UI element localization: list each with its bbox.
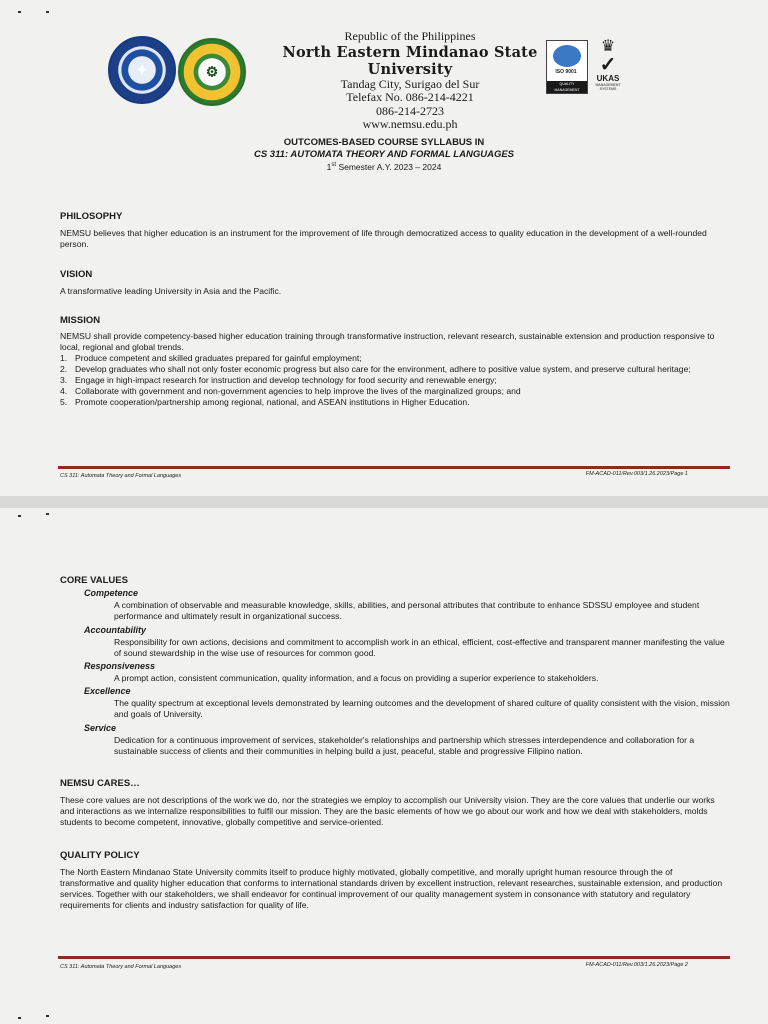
university-name: North Eastern Mindanao State University	[282, 43, 538, 78]
vision-heading: VISION	[60, 269, 93, 280]
college-seal-logo: ⚙	[178, 38, 246, 106]
list-item: 4. Collaborate with government and non-government agencies to help improve the lives of the marginalized groups; and	[60, 386, 521, 396]
core-value-term: Competence	[84, 588, 139, 598]
website-link[interactable]: www.nemsu.edu.ph	[362, 117, 458, 131]
crown-icon: ♛	[600, 38, 616, 55]
scan-mark	[46, 11, 49, 13]
core-value-term: Excellence	[84, 686, 131, 696]
nemsu-cares-text: These core values are not descriptions of the work we do, nor the strategies we employ to accomplish our University vision. They are the core values that underlie our works and interactions as we internalize responsibilities to fulfil our mission. They are the basic elements of how we go about our work and how we deal with stakeholders, molds students to become competent, innovative, globally competitive and service-oriented.	[60, 795, 715, 827]
address-line: Tandag City, Surigao del Sur	[340, 76, 480, 91]
nemsu-cares-heading: NEMSU CARES…	[60, 778, 140, 789]
core-value-desc: A combination of observable and measurable knowledge, skills, abilities, and personal attributes that contribute to enhance SDSSU employee and student performance and ultimately result in organizational success.	[114, 600, 700, 621]
core-value-desc: Responsibility for own actions, decisions and commitment to accomplish work in an ethical, efficient, cost-effective and transparent manner manifesting the value of sound stewardship in the wise use of resources for common good.	[114, 637, 725, 658]
footer-course: CS 311: Automata Theory and Formal Languages	[60, 964, 182, 970]
title-line-1: OUTCOMES-BASED COURSE SYLLABUS IN	[283, 137, 485, 148]
ukas-certification-badge	[588, 38, 628, 94]
syllabus-page-2	[0, 508, 768, 1024]
tuv-icon	[553, 45, 581, 67]
telefax-line: Telefax No. 086-214-4221	[346, 90, 474, 104]
letterhead	[260, 30, 560, 132]
scan-mark	[18, 515, 21, 517]
list-item: 2. Develop graduates who shall not only foster economic progress but also care for the environment, adhere to positive value system, and preserve cultural heritage;	[60, 364, 691, 374]
nemsu-seal-logo: ✦	[108, 36, 176, 104]
core-value-desc: A prompt action, consistent communication, quality information, and a focus on providing a superior experience to stakeholders.	[114, 673, 599, 683]
iso-certification-badge	[546, 40, 588, 94]
list-item: 5. Promote cooperation/partnership among regional, national, and ASEAN institutions in Higher Education.	[60, 397, 470, 407]
checkmark-icon: ✓	[599, 54, 617, 76]
scan-mark	[18, 11, 21, 13]
mission-intro: NEMSU shall provide competency-based higher education training through transformative instruction, relevant research, sustainable extension and production responsive to local, regional and global trends.	[60, 331, 715, 352]
mission-heading: MISSION	[60, 315, 101, 326]
philosophy-text: NEMSU believes that higher education is an instrument for the improvement of life through democratized access to quality education in the development of a well-rounded person.	[60, 228, 707, 249]
scan-mark	[46, 1015, 49, 1017]
syllabus-page-1	[0, 0, 768, 496]
phone-line: 086-214-2723	[376, 103, 444, 118]
quality-policy-heading: QUALITY POLICY	[60, 850, 140, 861]
semester-line: 1st Semester A.Y. 2023 – 2024	[326, 161, 442, 172]
core-value-desc: Dedication for a continuous improvement of services, stakeholder's relationships and partnership which stresses interdependence and collaboration for a sustainable success of clients and their communities in helping build a just, peaceful, stable and progressive Filipino nation.	[114, 735, 695, 756]
course-title: CS 311: AUTOMATA THEORY AND FORMAL LANGUAGES	[253, 148, 515, 160]
scan-mark	[18, 1017, 21, 1019]
footer-course: CS 311: Automata Theory and Formal Languages	[60, 473, 182, 479]
iso-label: ISO 9001	[555, 69, 577, 75]
syllabus-title	[0, 137, 768, 173]
footer-form-code: FM-ACAD-011/Rev.003/1.26.2023/Page 1	[585, 471, 688, 477]
mission-list	[60, 353, 720, 408]
core-value-desc: The quality spectrum at exceptional levels demonstrated by learning outcomes and the development of shared culture of quality consistent with the vision, mission and goals of University.	[114, 698, 730, 719]
ukas-sub-label: MANAGEMENT SYSTEMS	[595, 83, 621, 91]
core-value-term: Service	[84, 723, 117, 733]
footer-divider	[58, 466, 730, 469]
iso-sub-label: QUALITY MANAGEMENT	[547, 81, 587, 93]
philosophy-heading: PHILOSOPHY	[60, 211, 123, 222]
footer-divider	[58, 956, 730, 959]
scan-mark	[46, 513, 49, 515]
quality-policy-text: The North Eastern Mindanao State University commits itself to produce highly motivated, globally competitive, and morally upright human resource through the of transformative and quality higher education that conforms to international standards driven by excellent instruction, relevant researches, sustainable extension, and production services. Together with our stakeholders, we shall endeavor for continual improvement of our quality management system in consonance with statutory and regulatory requirements for clients and industry satisfaction for quality of life.	[60, 867, 723, 910]
vision-text: A transformative leading University in Asia and the Pacific.	[60, 286, 282, 296]
core-values-heading: CORE VALUES	[60, 575, 128, 586]
footer-form-code: FM-ACAD-011/Rev.003/1.26.2023/Page 2	[585, 962, 688, 968]
list-item: 3. Engage in high-impact research for instruction and develop technology for food security and renewable energy;	[60, 375, 497, 385]
republic-line: Republic of the Philippines	[344, 29, 476, 43]
list-item: 1. Produce competent and skilled graduates prepared for gainful employment;	[60, 353, 362, 363]
ukas-label: UKAS	[596, 74, 620, 83]
core-value-term: Accountability	[84, 625, 147, 635]
core-value-term: Responsiveness	[84, 661, 156, 671]
